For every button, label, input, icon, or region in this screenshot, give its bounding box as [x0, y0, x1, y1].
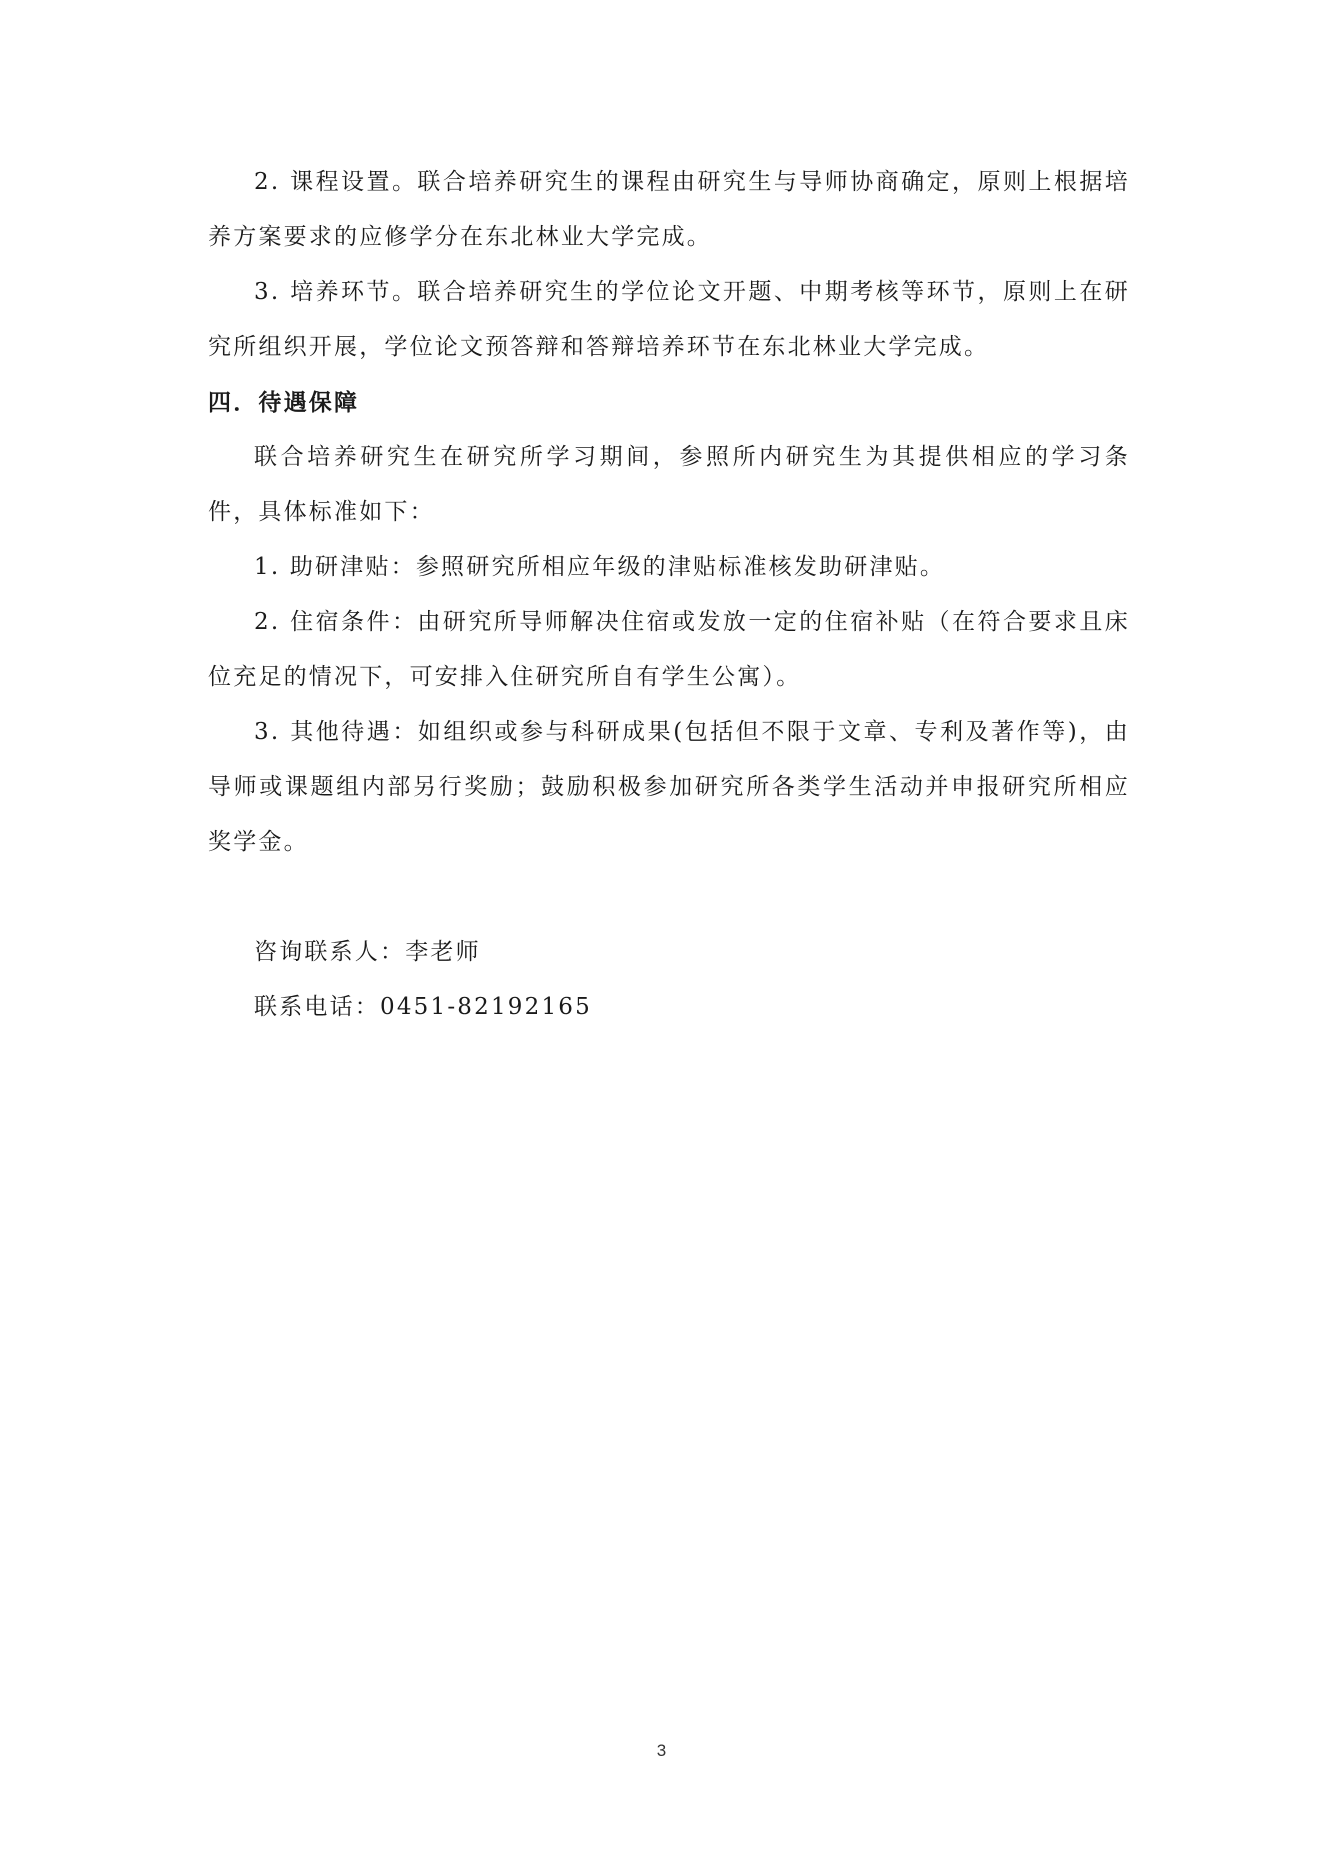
page-number: 3: [656, 1741, 667, 1760]
paragraph-other-benefits: 3. 其他待遇：如组织或参与科研成果(包括但不限于文章、专利及著作等)，由导师或课题组内部另行奖励；鼓励积极参加研究所各类学生活动并申报研究所相应奖学金。: [208, 719, 1130, 855]
paragraph-accommodation: 2. 住宿条件：由研究所导师解决住宿或发放一定的住宿补贴（在符合要求且床位充足的情况下，可安排入住研究所自有学生公寓）。: [208, 609, 1130, 690]
paragraph-research-allowance: 1. 助研津贴：参照研究所相应年级的津贴标准核发助研津贴。: [254, 554, 946, 580]
paragraph-training-stages: 3. 培养环节。联合培养研究生的学位论文开题、中期考核等环节，原则上在研究所组织开展，学位论文预答辩和答辩培养环节在东北林业大学完成。: [208, 279, 1130, 360]
paragraph-benefits-intro: 联合培养研究生在研究所学习期间，参照所内研究生为其提供相应的学习条件，具体标准如下：: [208, 444, 1130, 525]
section-heading-benefits: 四．待遇保障: [208, 389, 360, 416]
contact-phone: 联系电话：0451-82192165: [254, 994, 592, 1020]
contact-person: 咨询联系人：李老师: [254, 939, 481, 965]
paragraph-course-setup: 2. 课程设置。联合培养研究生的课程由研究生与导师协商确定，原则上根据培养方案要求的应修学分在东北林业大学完成。: [208, 169, 1130, 250]
blank-line: [208, 870, 1130, 925]
document-body: [208, 155, 1130, 1035]
